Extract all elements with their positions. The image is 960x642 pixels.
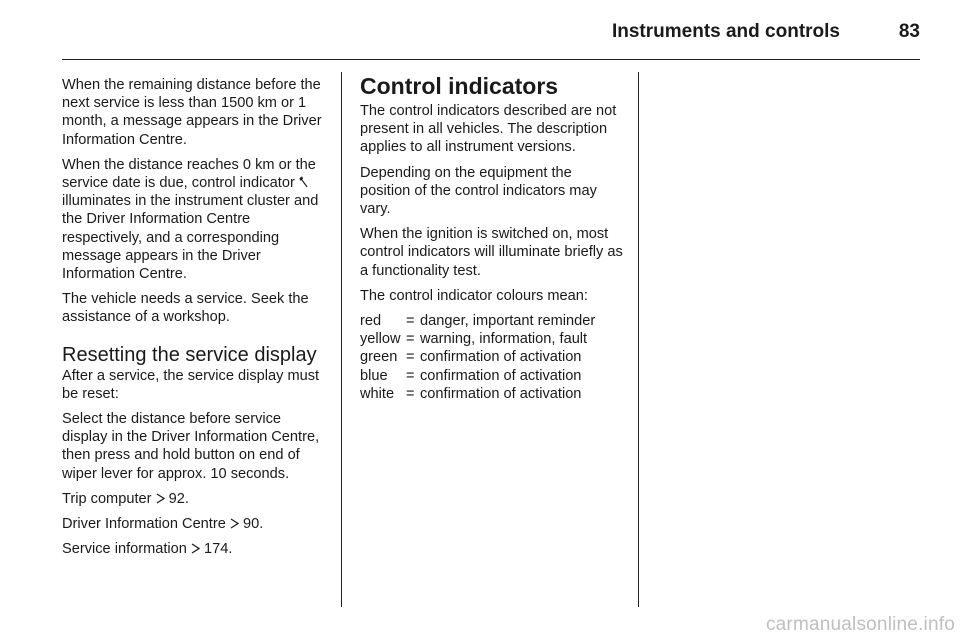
paragraph: When the ignition is switched on, most control indicators will illuminate briefly as a functionality test. — [360, 226, 623, 279]
paragraph: The control indicator colours mean: — [360, 287, 588, 304]
left-column — [62, 76, 328, 565]
table-row: green = confirmation of activation — [360, 349, 582, 366]
middle-column — [360, 73, 626, 403]
subheading: Resetting the service display — [62, 343, 317, 366]
table-row: blue = confirmation of activation — [360, 367, 582, 384]
section-title: Instruments and controls — [611, 21, 840, 42]
cross-reference[interactable]: Service information 174. — [62, 541, 233, 558]
paragraph: When the remaining distance before the next service is less than 1500 km or 1 month, a message appears in the Driver Information Centre. — [62, 77, 322, 148]
cross-reference[interactable]: Driver Information Centre 90. — [62, 516, 264, 533]
header-divider — [62, 59, 920, 60]
paragraph-text: illuminates in the instrument cluster and the Driver Information Centre respectively, and a corresponding message appears in the Driver Information Centre. — [62, 193, 319, 283]
paragraph: Depending on the equipment the position of the control indicators may vary. — [360, 164, 597, 218]
table-row: red = danger, important reminder — [360, 313, 596, 330]
column-divider-right — [638, 72, 639, 607]
wrench-icon — [299, 176, 309, 188]
page-reference-arrow-icon — [156, 493, 165, 504]
paragraph: The control indicators described are not present in all vehicles. The description applies to all instrument versions. — [360, 103, 617, 156]
page-number: 83 — [898, 21, 920, 42]
paragraph — [62, 156, 328, 283]
cross-reference[interactable]: Trip computer 92. — [62, 490, 189, 507]
section-heading: Control indicators — [360, 73, 559, 99]
paragraph: Select the distance before service display in the Driver Information Centre, then press and hold button on end of wiper lever for approx. 10 seconds. — [62, 411, 320, 482]
page-reference-arrow-icon — [191, 543, 200, 554]
column-divider-left — [341, 72, 342, 607]
table-row: white = confirmation of activation — [360, 385, 582, 402]
watermark: carmanualsonline.info — [765, 614, 955, 635]
page-reference-arrow-icon — [230, 518, 239, 529]
table-row: yellow = warning, information, fault — [360, 331, 588, 348]
colour-meaning-table — [360, 312, 595, 403]
paragraph: The vehicle needs a service. Seek the assistance of a workshop. — [62, 291, 309, 326]
paragraph-text: When the distance reaches 0 km or the service date is due, control indicator — [62, 156, 316, 192]
paragraph: After a service, the service display must be reset: — [62, 367, 320, 402]
